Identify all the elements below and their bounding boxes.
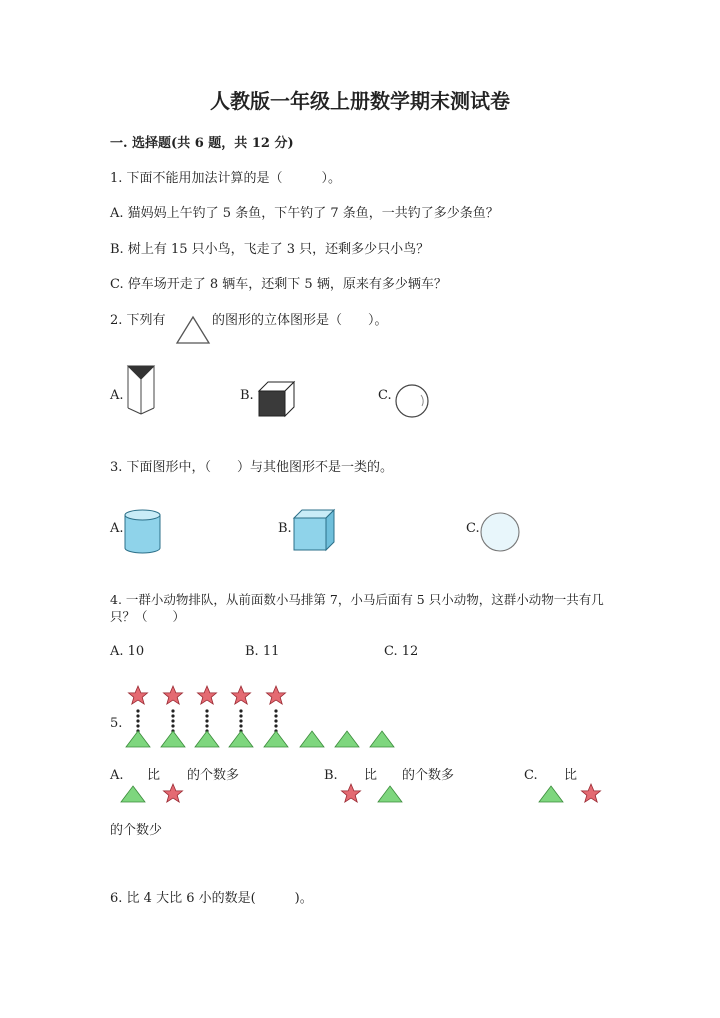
q5-b-bi: 比 [364, 768, 378, 783]
q5-c-figure [538, 782, 608, 806]
star-icon [342, 784, 361, 802]
q4-stem-line1: 4. 一群小动物排队，从前面数小马排第 7，小马后面有 5 只小动物，这群小动物一共有几 [110, 592, 604, 607]
triangle-icon [161, 731, 185, 747]
section-heading: 一. 选择题(共 6 题，共 12 分) [110, 136, 294, 151]
q5-c-bi: 比 [564, 768, 578, 783]
q5-a-bi: 比 [147, 768, 161, 783]
triangle-icon [195, 731, 219, 747]
triangle-icon [370, 731, 394, 747]
q5-b-tail: 的个数多 [402, 768, 455, 783]
star-icon [164, 686, 183, 704]
circle-icon [479, 511, 523, 555]
triangle-icon [378, 786, 402, 802]
q2-stem-end: 的图形的立体图形是（ ）。 [212, 313, 388, 328]
q4-stem-line2: 只？（ ） [110, 609, 186, 624]
star-icon [582, 784, 601, 802]
q6-stem: 6. 比 4 大比 6 小的数是( )。 [110, 891, 313, 906]
cube-blue-icon [290, 506, 338, 554]
star-icon [164, 784, 183, 802]
triangle-face-icon [173, 314, 213, 346]
triangle-icon [229, 731, 253, 747]
q1-option-a: A. 猫妈妈上午钓了 5 条鱼，下午钓了 7 条鱼，一共钓了多少条鱼？ [110, 206, 499, 221]
page-title: 人教版一年级上册数学期末测试卷 [210, 89, 510, 113]
q5-option-a: A. [110, 768, 124, 783]
q5-number: 5. [110, 716, 123, 731]
q3-stem: 3. 下面图形中，（ ）与其他图形不是一类的。 [110, 460, 394, 475]
q1-option-c: C. 停车场开走了 8 辆车，还剩下 5 辆，原来有多少辆车？ [110, 277, 447, 292]
star-icon [267, 686, 286, 704]
star-icon [129, 686, 148, 704]
star-icon [198, 686, 217, 704]
q2-option-a: A. [110, 388, 124, 403]
triangle-icon [264, 731, 288, 747]
q2-stem-start: 2. 下列有 [110, 313, 166, 328]
triangle-icon [300, 731, 324, 747]
q5-option-c: C. [524, 768, 538, 783]
q4-option-b: B. 11 [245, 644, 280, 659]
q5-c-tail: 的个数少 [110, 823, 163, 838]
q3-option-a: A. [110, 521, 124, 536]
triangle-icon [121, 786, 145, 802]
q1-option-b: B. 树上有 15 只小鸟，飞走了 3 只，还剩多少只小鸟？ [110, 242, 430, 257]
q5-a-tail: 的个数多 [187, 768, 240, 783]
q1-stem: 1. 下面不能用加法计算的是（ ）。 [110, 171, 342, 186]
q5-a-figure [120, 782, 190, 806]
q3-option-c: C. [466, 521, 480, 536]
q4-option-c: C. 12 [384, 644, 419, 659]
triangular-prism-icon [122, 362, 162, 418]
q2-option-b: B. [240, 388, 254, 403]
q5-star-triangle-figure [124, 684, 404, 750]
star-icon [232, 686, 251, 704]
cylinder-icon [122, 507, 164, 555]
triangle-icon [335, 731, 359, 747]
cube-icon [255, 378, 297, 420]
triangle-icon [126, 731, 150, 747]
q4-option-a: A. 10 [110, 644, 145, 659]
q2-option-c: C. [378, 388, 392, 403]
q5-option-b: B. [324, 768, 338, 783]
q3-option-b: B. [278, 521, 292, 536]
sphere-icon [393, 382, 433, 422]
triangle-icon [539, 786, 563, 802]
q5-b-figure [338, 782, 408, 806]
